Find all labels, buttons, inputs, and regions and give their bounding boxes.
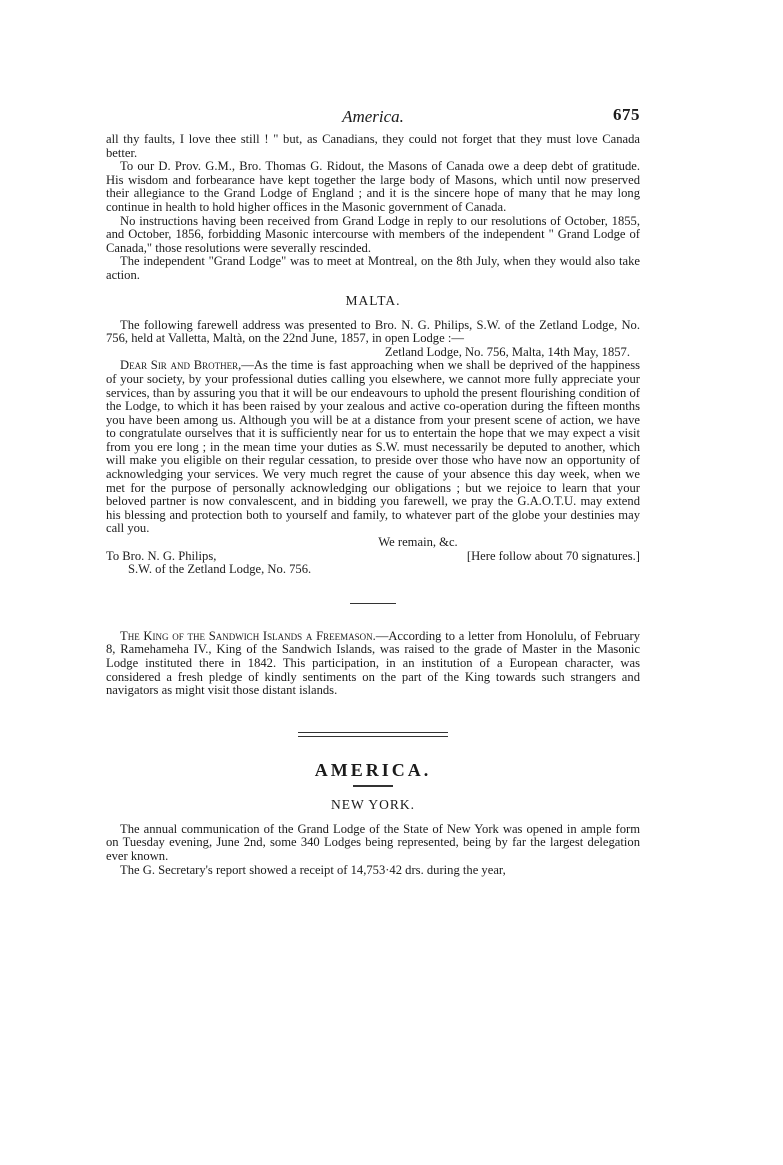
running-title: America.: [342, 107, 404, 126]
sandwich-paragraph: [106, 630, 640, 698]
malta-intro: The following farewell address was presented to Bro. N. G. Philips, S.W. of the Zetland Lodge, No. 756, held at Valletta, Maltà, on the 22nd June, 1857, in open Lodge :—: [106, 317, 640, 346]
section-divider: [350, 603, 396, 604]
malta-heading: MALTA.: [345, 292, 401, 308]
sandwich-body: —According to a letter from Honolulu, of February 8, Ramehameha IV., King of the Sandwich Islands, was raised to the grade of Master in the Masonic Lodge instituted there in 1842. This participation, in an institution of a European character, was considered a fresh pledge of kindly sentiments on the part of the King towards such strangers and navigators as might visit those distant islands.: [106, 628, 640, 698]
america-paragraph-2: The G. Secretary's report showed a receipt of 14,753·42 drs. during the year,: [120, 862, 506, 877]
double-rule-divider: [298, 732, 448, 740]
america-heading: AMERICA.: [314, 759, 432, 780]
canada-paragraph-3: No instructions having been received from Grand Lodge in reply to our resolutions of October, 1855, and October, 1856, forbidding Masonic intercourse with members of the independent " Grand Lodge of Canada," those resolutions were severally rescinded.: [106, 213, 640, 255]
letter-text: —As the time is fast approaching when we shall be deprived of the happiness of your society, by your professional duties calling you elsewhere, we cannot more fully appreciate your services, than by assuring you that it will be our endeavours to uphold the present flourishing condition of the Lodge, to which it has been raised by your zealous and active co-operation during the fifteen months you have been among us. Although you will be at a distance from your present scene of action, we have to congratulate ourselves that it is sufficiently near for us to entertain the hope that we may expect a visit from you ere long ; in the mean time your duties as S.W. must necessarily be deputed to another, which will make you eligible on their regular cessation, to preside over those who have now an opportunity of acknowledging your services. We very much regret the cause of your absence this day week, when we met for the purpose of personally acknowledging our obligations ; but we rejoice to learn that your beloved partner is now convalescent, and in bidding you farewell, we pray the G.A.O.T.U. may extend his blessing and protection both to yourself and family, to whatever part of the globe your destinies may call you.: [106, 358, 641, 536]
letter-addressee: To Bro. N. G. Philips,: [106, 548, 217, 563]
page-number: 675: [613, 105, 640, 124]
new-york-heading: NEW YORK.: [331, 796, 415, 812]
signatures-note: [Here follow about 70 signatures.]: [466, 548, 640, 563]
page: [106, 103, 640, 877]
running-head: [106, 103, 640, 127]
signature-row: [106, 550, 640, 564]
letter-body: [106, 359, 640, 536]
letter-date: Zetland Lodge, No. 756, Malta, 14th May, 1857.: [384, 344, 630, 359]
letter-closing: We remain, &c.: [378, 535, 458, 550]
america-paragraph-1: The annual communication of the Grand Lodge of the State of New York was opened in ample form on Tuesday evening, June 2nd, some 340 Lodges being represented, being by far the largest delegation ever known.: [106, 821, 640, 863]
letter-salutation: Dear Sir and Brother,: [120, 358, 242, 373]
canada-paragraph-4: The independent "Grand Lodge" was to meet at Montreal, on the 8th July, when they would also take action.: [106, 254, 640, 282]
addressee-title: S.W. of the Zetland Lodge, No. 756.: [128, 562, 312, 577]
canada-paragraph-1: all thy faults, I love thee still ! " but, as Canadians, they could not forget that they must love Canada better.: [106, 132, 640, 160]
heading-underline: [353, 785, 393, 787]
sandwich-lead: The King of the Sandwich Islands a Freemason.: [120, 628, 376, 643]
canada-paragraph-2: To our D. Prov. G.M., Bro. Thomas G. Ridout, the Masons of Canada owe a deep debt of gratitude. His wisdom and forbearance have kept together the large body of Masons, which until now preserved their allegiance to the Grand Lodge of England ; and it is the sincere hope of many that he may long continue in health to hold higher offices in the Masonic government of Canada.: [106, 159, 640, 214]
